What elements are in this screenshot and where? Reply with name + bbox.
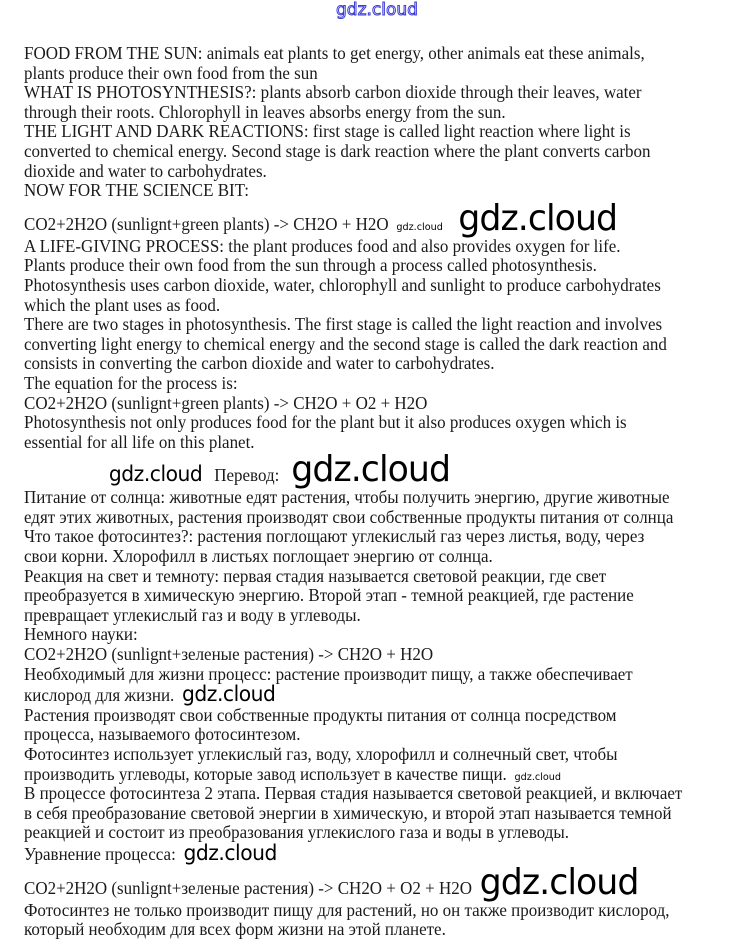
text-line: [24, 181, 725, 201]
text-line-content: Реакция на свет и темноту: первая стадия называется световой реакции, где свет: [24, 565, 607, 586]
text-line-content: THE LIGHT AND DARK REACTIONS: first stage is called light reaction where light is: [24, 121, 631, 142]
text-line-content: в себя преобразование световой энергии в химическую, и второй этап называется темной: [24, 802, 672, 823]
text-line-content: CO2+2H2O (sunlignt+green plants) -> CH2O + O2 + H2O: [24, 392, 428, 413]
text-line: [24, 354, 725, 374]
text-line: [24, 586, 725, 606]
text-line: [24, 394, 725, 414]
text-line: [24, 197, 725, 239]
header-watermark: gdz.cloud: [336, 0, 418, 20]
text-line-content: dioxide and water to carbohydrates.: [24, 160, 267, 181]
text-line: [24, 315, 725, 335]
text-line-content: Фотосинтез не только производит пищу для растений, но он также производит кислород,: [24, 899, 670, 920]
text-line-content: consists in converting the carbon dioxide and water to carbohydrates.: [24, 353, 495, 374]
text-line: [24, 665, 725, 685]
text-line: [24, 122, 725, 142]
text-line-content: There are two stages in photosynthesis. The first stage is called the light reaction and involves: [24, 314, 663, 335]
text-line: [24, 547, 725, 567]
text-line: [24, 920, 725, 940]
text-line-content: A LIFE-GIVING PROCESS: the plant produces food and also provides oxygen for life.: [24, 235, 621, 256]
text-line-content: Уравнение процесса:: [24, 843, 176, 864]
page-header: [0, 0, 750, 44]
text-line-content: NOW FOR THE SCIENCE BIT:: [24, 180, 249, 201]
text-line-content: Plants produce their own food from the sun through a process called photosynthesis.: [24, 255, 597, 276]
text-line-content: реакцией и состоит из преобразования углекислого газа и воды в углеводы.: [24, 822, 570, 843]
text-line: [24, 488, 725, 508]
text-line: [24, 606, 725, 626]
text-line-content: WHAT IS PHOTOSYNTHESIS?: plants absorb carbon dioxide through their leaves, water: [24, 82, 642, 103]
text-line-content: Что такое фотосинтез?: растения поглощают углекислый газ через листья, воду, через: [24, 526, 645, 547]
text-line-content: FOOD FROM THE SUN: animals eat plants to get energy, other animals eat these animals,: [24, 43, 645, 63]
text-line-content: едят этих животных, растения производят свои собственные продукты питания от солнца: [24, 506, 674, 527]
watermark: gdz.cloud: [514, 771, 562, 783]
text-line: [24, 374, 725, 394]
text-line: [24, 765, 725, 785]
text-line-content: Необходимый для жизни процесс: растение производит пищу, а также обеспечивает: [24, 663, 633, 684]
text-line: [24, 527, 725, 547]
watermark: gdz.cloud: [458, 197, 618, 239]
text-line-content: Photosynthesis uses carbon dioxide, water, chlorophyll and sunlight to produce carbohydrates: [24, 274, 661, 295]
text-line-content: which the plant uses as food.: [24, 294, 221, 315]
text-line-content: Немного науки:: [24, 624, 138, 645]
text-line: [24, 745, 725, 765]
text-line: [24, 645, 725, 665]
text-line: [24, 567, 725, 587]
text-line-content: преобразуется в химическую энергию. Второй этап - темной реакцией, где растение: [24, 585, 634, 606]
text-line-content: essential for all life on this planet.: [24, 431, 255, 452]
watermark: gdz.cloud: [396, 221, 443, 233]
text-line-content: CO2+2H2O (sunlignt+green plants) -> CH2O + H2O: [24, 213, 389, 234]
text-line: [24, 706, 725, 726]
text-line: [24, 44, 725, 64]
watermark: gdz.cloud: [182, 682, 276, 707]
text-line: [24, 237, 725, 257]
text-line: [24, 901, 725, 921]
text-line-content: through their roots. Chlorophyll in leaves absorbs energy from the sun.: [24, 101, 506, 122]
text-line: [24, 64, 725, 84]
text-line-content: The equation for the process is:: [24, 372, 238, 393]
text-line-content: превращает углекислый газ и воду в углеводы.: [24, 604, 361, 625]
text-line: [24, 625, 725, 645]
text-line-content: который необходим для всех форм жизни на этой планете.: [24, 919, 446, 940]
watermark: gdz.cloud: [183, 840, 277, 865]
text-line: [24, 256, 725, 276]
watermark: gdz.cloud: [291, 449, 451, 491]
watermark: gdz.cloud: [479, 861, 639, 903]
text-line: [24, 804, 725, 824]
document-body: [24, 44, 725, 952]
text-line: [24, 296, 725, 316]
text-line: [24, 684, 725, 706]
text-line-content: Растения производят свои собственные продукты питания от солнца посредством: [24, 704, 617, 725]
text-line-content: производить углеводы, которые завод использует в качестве пищи.: [24, 763, 507, 784]
translation-heading-line: [24, 449, 725, 491]
text-line: [24, 142, 725, 162]
text-line: [24, 162, 725, 182]
text-line: [24, 413, 725, 433]
translation-heading: Перевод:: [214, 465, 280, 486]
text-line-content: Photosynthesis not only produces food for the plant but it also produces oxygen which is: [24, 412, 627, 433]
text-line-content: свои корни. Хлорофилл в листьях поглощает энергию от солнца.: [24, 546, 493, 567]
watermark: gdz.cloud: [108, 462, 203, 487]
text-line: [24, 103, 725, 123]
text-line-content: кислород для жизни.: [24, 685, 175, 706]
text-line-content: CO2+2H2O (sunlignt+зеленые растения) -> CH2O + H2O: [24, 644, 434, 665]
text-line: [24, 83, 725, 103]
english-text: [24, 44, 725, 452]
text-line-content: CO2+2H2O (sunlignt+зеленые растения) -> CH2O + O2 + H2O: [24, 877, 472, 898]
text-line: [24, 784, 725, 804]
russian-translation: [24, 488, 725, 939]
text-line: [24, 335, 725, 355]
text-line: [24, 861, 725, 903]
text-line-content: converting light energy to chemical energy and the second stage is called the dark reaction and: [24, 333, 667, 354]
text-line: [24, 725, 725, 745]
text-line-content: В процессе фотосинтеза 2 этапа. Первая стадия называется световой реакцией, и включает: [24, 783, 683, 804]
text-line-content: converted to chemical energy. Second stage is dark reaction where the plant converts carbon: [24, 140, 651, 161]
text-line-content: plants produce their own food from the sun: [24, 62, 318, 83]
text-line-content: Питание от солнца: животные едят растения, чтобы получить энергию, другие животные: [24, 487, 670, 508]
text-line: [24, 276, 725, 296]
text-line-content: процесса, называемого фотосинтезом.: [24, 724, 301, 745]
text-line: [24, 823, 725, 843]
text-line: [24, 508, 725, 528]
text-line-content: Фотосинтез использует углекислый газ, воду, хлорофилл и солнечный свет, чтобы: [24, 744, 618, 764]
